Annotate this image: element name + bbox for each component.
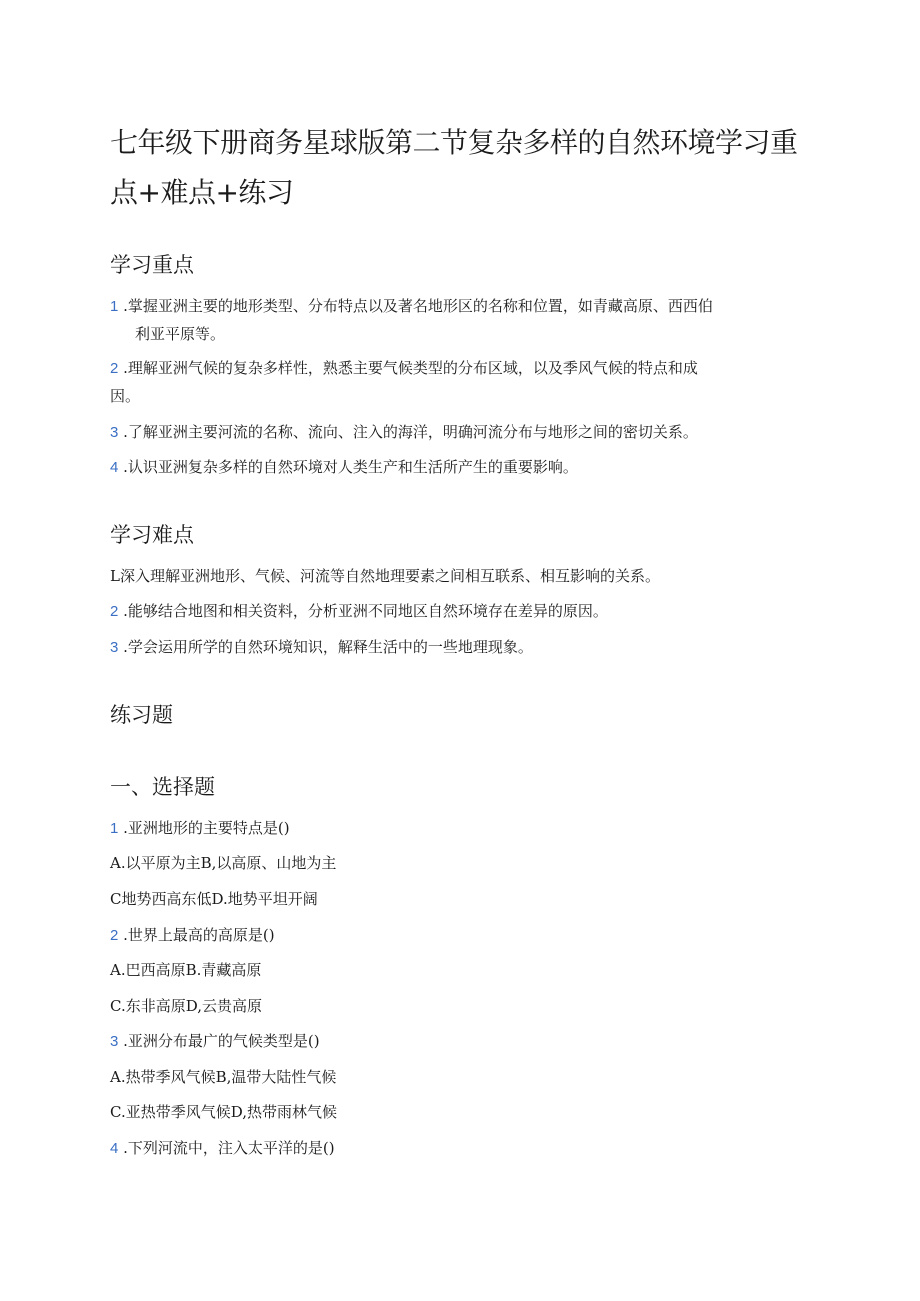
focus-item-1-text: .掌握亚洲主要的地形类型、分布特点以及著名地形区的名称和位置，如青藏高原、西西伯 bbox=[118, 297, 713, 315]
focus-item-2 bbox=[110, 353, 800, 384]
exercises-heading: 练习题 bbox=[110, 703, 173, 727]
question-3 bbox=[110, 1026, 800, 1057]
focus-item-3-number: 3 bbox=[110, 424, 119, 441]
question-2-text: .世界上最高的高原是() bbox=[118, 926, 275, 944]
question-4-number: 4 bbox=[110, 1140, 119, 1157]
difficulty-item-3-number: 3 bbox=[110, 639, 119, 656]
focus-item-2-continued: 因。 bbox=[110, 387, 141, 405]
focus-heading: 学习重点 bbox=[110, 253, 194, 277]
question-1-options-c-d: C地势西高东低D.地势平坦开阔 bbox=[110, 890, 318, 908]
focus-item-4 bbox=[110, 452, 800, 483]
question-4-text: .下列河流中，注入太平洋的是() bbox=[118, 1139, 335, 1157]
difficulty-item-3 bbox=[110, 632, 800, 663]
question-1-number: 1 bbox=[110, 820, 119, 837]
focus-item-4-number: 4 bbox=[110, 459, 119, 476]
question-2-number: 2 bbox=[110, 927, 119, 944]
focus-item-2-number: 2 bbox=[110, 360, 119, 377]
difficulty-item-2 bbox=[110, 596, 800, 627]
focus-item-1-continued: 利亚平原等。 bbox=[135, 325, 226, 343]
difficulty-item-3-text: .学会运用所学的自然环境知识，解释生活中的一些地理现象。 bbox=[118, 638, 533, 656]
question-4 bbox=[110, 1133, 800, 1164]
question-3-options-a-b: A.热带季风气候B,温带大陆性气候 bbox=[110, 1068, 337, 1086]
focus-item-1-number: 1 bbox=[110, 298, 119, 315]
question-2 bbox=[110, 920, 800, 951]
question-3-options-c-d: C.亚热带季风气候D,热带雨林气候 bbox=[110, 1103, 337, 1121]
focus-item-3 bbox=[110, 417, 800, 448]
difficulty-item-2-text: .能够结合地图和相关资料，分析亚洲不同地区自然环境存在差异的原因。 bbox=[118, 602, 608, 620]
question-1 bbox=[110, 813, 800, 844]
difficulty-item-1: L深入理解亚洲地形、气候、河流等自然地理要素之间相互联系、相互影响的关系。 bbox=[110, 567, 660, 585]
question-2-options-c-d: C.东非高原D,云贵高原 bbox=[110, 997, 262, 1015]
document-title: 七年级下册商务星球版第二节复杂多样的自然环境学习重点+难点+练习 bbox=[110, 126, 798, 209]
difficulty-item-2-number: 2 bbox=[110, 603, 119, 620]
difficulty-heading: 学习难点 bbox=[110, 523, 194, 547]
focus-item-1 bbox=[110, 291, 800, 322]
question-3-text: .亚洲分布最广的气候类型是() bbox=[118, 1032, 320, 1050]
section-multiple-choice: 一、选择题 bbox=[110, 775, 215, 799]
question-3-number: 3 bbox=[110, 1033, 119, 1050]
question-2-options-a-b: A.巴西高原B.青藏高原 bbox=[110, 961, 262, 979]
focus-item-2-text: .理解亚洲气候的复杂多样性，熟悉主要气候类型的分布区域，以及季风气候的特点和成 bbox=[118, 359, 698, 377]
question-1-text: .亚洲地形的主要特点是() bbox=[118, 819, 290, 837]
focus-item-4-text: .认识亚洲复杂多样的自然环境对人类生产和生活所产生的重要影响。 bbox=[118, 458, 578, 476]
question-1-options-a-b: A.以平原为主B,以高原、山地为主 bbox=[110, 854, 337, 872]
focus-item-3-text: .了解亚洲主要河流的名称、流向、注入的海洋，明确河流分布与地形之间的密切关系。 bbox=[118, 423, 698, 441]
